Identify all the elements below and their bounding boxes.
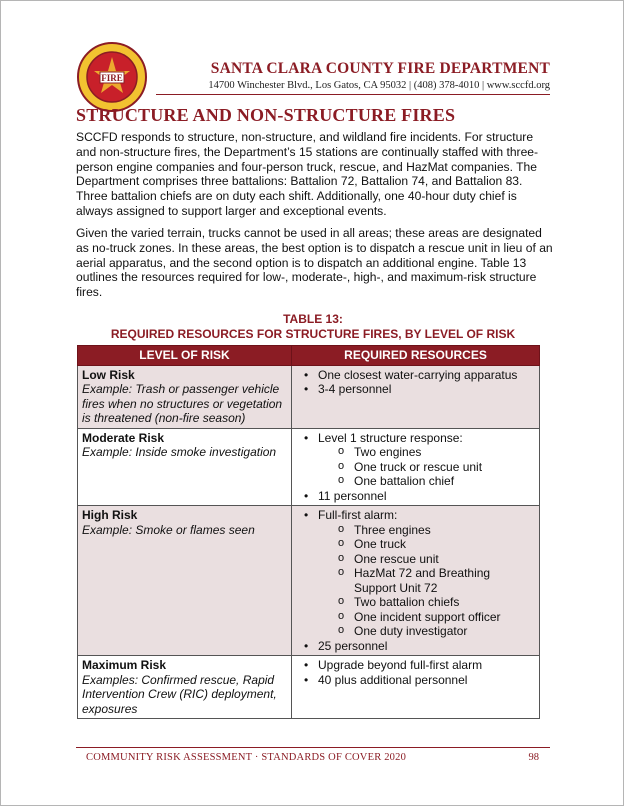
- resources-list: [296, 658, 535, 687]
- department-contact: 14700 Winchester Blvd., Los Gatos, CA 95032 | (408) 378-4010 | www.sccfd.org: [208, 80, 550, 91]
- risk-level-cell: [78, 506, 292, 656]
- table-number: TABLE 13:: [283, 312, 343, 326]
- resource-item-text: Full-first alarm:: [318, 508, 398, 522]
- fire-department-logo: [76, 41, 148, 113]
- risk-level-example: Example: Trash or passenger vehicle fires when no structures or vegetation is threatened (non-fire season): [82, 382, 283, 425]
- resource-item: [318, 508, 535, 639]
- table-row: [78, 365, 540, 428]
- risk-level-name: High Risk: [82, 508, 138, 522]
- resources-list: [296, 368, 535, 397]
- risk-level-name: Moderate Risk: [82, 430, 165, 445]
- table-header-row: [78, 346, 540, 366]
- header-divider: [156, 94, 550, 95]
- resource-sublist: [318, 523, 535, 639]
- risk-level-example: Example: Inside smoke investigation: [82, 445, 277, 459]
- resources-table: [77, 345, 540, 719]
- resource-subitem: o Two battalion chiefs: [354, 595, 535, 610]
- resource-subitem: o HazMat 72 and Breathing Support Unit 72: [354, 566, 535, 595]
- resource-subitem: o One truck or rescue unit: [354, 460, 535, 475]
- resource-subitem: o One battalion chief: [354, 474, 535, 489]
- risk-level-name: Low Risk: [82, 367, 135, 382]
- page-number: 98: [528, 752, 539, 763]
- resource-subitem: o One duty investigator: [354, 624, 535, 639]
- resources-cell: [292, 428, 540, 506]
- resource-item: • 25 personnel: [318, 639, 535, 654]
- table-row: [78, 428, 540, 506]
- resource-subitem: o Three engines: [354, 523, 535, 538]
- table-caption: [76, 312, 550, 341]
- risk-level-name: Maximum Risk: [82, 658, 167, 672]
- resource-item: • 3-4 personnel: [318, 382, 535, 397]
- resource-item: [318, 431, 535, 489]
- intro-paragraph: SCCFD responds to structure, non-structure, and wildland fire incidents. For structure and non-structure fires, the Department’s 15 stations are continually staffed with three-person engine companies and four-person truck, rescue, and HazMat companies. The Department comprises three battalions: Battalion 72, Battalion 74, and Battalion 83. Three battalion chiefs are on duty each shift. Additionally, one 40-hour duty chief is always assigned to support larger and exceptional events.: [76, 130, 539, 218]
- resource-subitem: o One rescue unit: [354, 552, 535, 567]
- svg-text:FIRE: FIRE: [101, 73, 123, 83]
- resource-item: • One closest water-carrying apparatus: [318, 368, 535, 383]
- resource-subitem: o One truck: [354, 537, 535, 552]
- resource-item: • 11 personnel: [318, 489, 535, 504]
- col-header-level: LEVEL OF RISK: [78, 346, 292, 366]
- resource-sublist: [318, 445, 535, 489]
- table-row: [78, 506, 540, 656]
- footer-divider: [76, 747, 550, 748]
- col-header-resources: REQUIRED RESOURCES: [292, 346, 540, 366]
- resources-cell: [292, 365, 540, 428]
- section-title: STRUCTURE AND NON-STRUCTURE FIRES: [76, 105, 456, 125]
- resource-item: • Upgrade beyond full-first alarm: [318, 658, 535, 673]
- department-name: SANTA CLARA COUNTY FIRE DEPARTMENT: [210, 60, 550, 77]
- resource-subitem: o One incident support officer: [354, 610, 535, 625]
- risk-level-cell: [78, 365, 292, 428]
- resource-item-text: Level 1 structure response:: [318, 430, 463, 445]
- resources-cell: [292, 506, 540, 656]
- risk-level-example: Example: Smoke or flames seen: [82, 522, 255, 537]
- resources-list: [296, 508, 535, 653]
- resources-list: [296, 431, 535, 504]
- resource-subitem: o Two engines: [354, 445, 535, 460]
- terrain-paragraph: Given the varied terrain, trucks cannot be used in all areas; these areas are designated as no-truck zones. In these areas, the best option is to dispatch a rescue unit in lieu of an aerial apparatus, and the second option is to dispatch an additional engine. Table 13 outlines the resources required for low-, moderate-, high-, and maximum-risk structure fires.: [76, 226, 553, 300]
- footer-title: COMMUNITY RISK ASSESSMENT · STANDARDS OF COVER 2020: [86, 752, 407, 763]
- risk-level-cell: [78, 656, 292, 719]
- table-title: REQUIRED RESOURCES FOR STRUCTURE FIRES, BY LEVEL OF RISK: [110, 326, 516, 341]
- risk-level-cell: [78, 428, 292, 506]
- resource-item: • 40 plus additional personnel: [318, 673, 535, 688]
- resources-cell: [292, 656, 540, 719]
- risk-level-example: Examples: Confirmed rescue, Rapid Intervention Crew (RIC) deployment, exposures: [82, 672, 277, 716]
- table-row: [78, 656, 540, 719]
